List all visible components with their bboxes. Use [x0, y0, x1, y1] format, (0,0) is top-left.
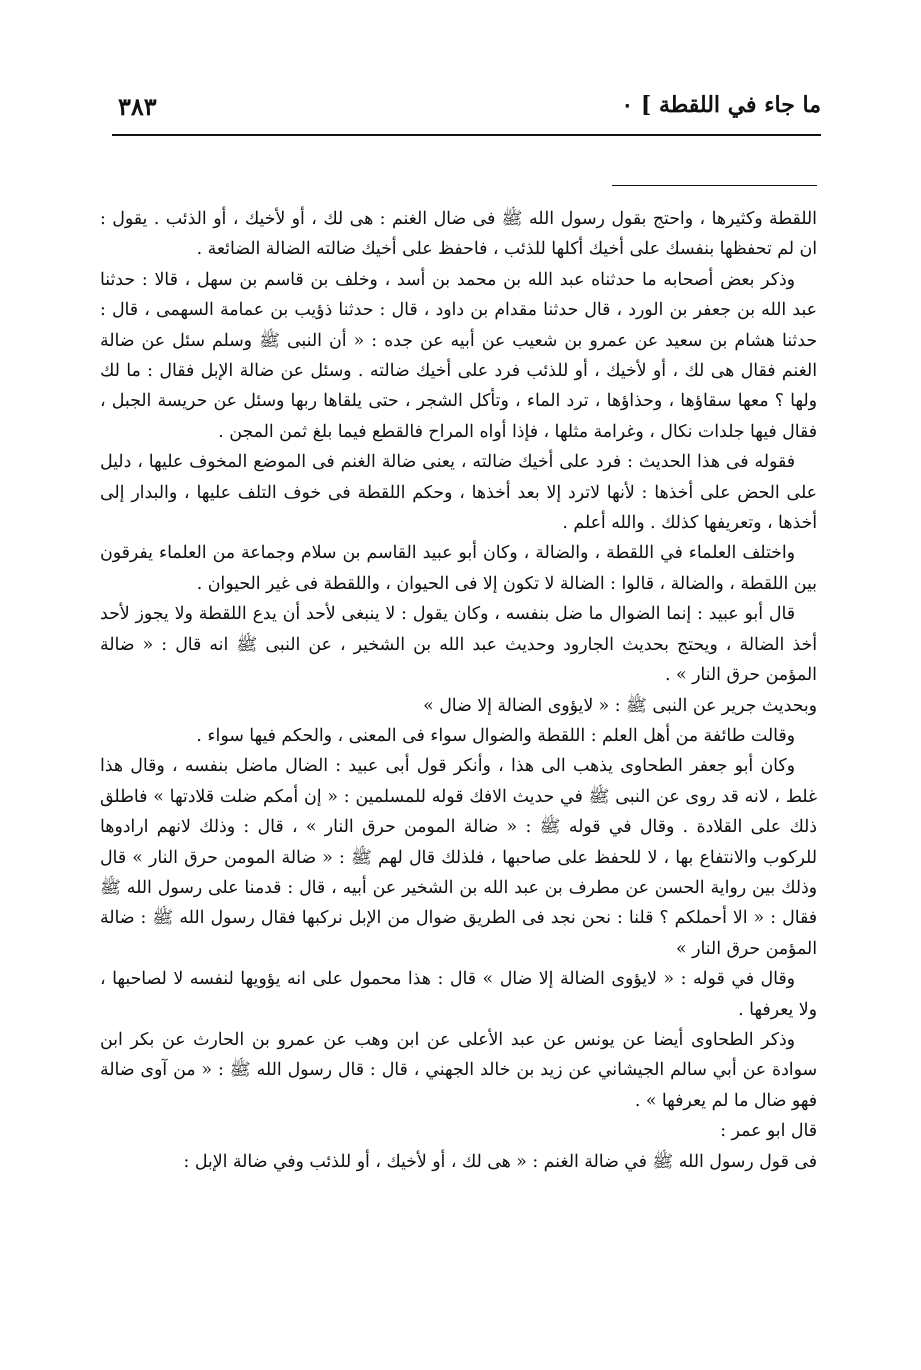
paragraph: وكان أبو جعفر الطحاوى يذهب الى هذا ، وأنكر قول أبى عبيد : الضال ماضل بنفسه ، وقال هذا غلط ، لانه قد روى عن النبى ﷺ في حديث الافك قوله للمسلمين : « إن أمكم ضلت قلادتها » فاطلق ذلك على القلادة . وقال في قوله ﷺ : « ضالة المومن حرق النار » ، قال : وذلك لانهم ارادوها للركوب والانتفاع بها ، لا للحفظ على صاحبها ، فلذلك قال لهم ﷺ : « ضالة المومن حرق النار » قال وذلك بين رواية الحسن عن مطرف بن عبد الله بن الشخير عن أبيه ، قال : قدمنا على رسول الله ﷺ فقال : « الا أحملكم ؟ قلنا : نحن نجد فى الطريق ضوال من الإبل نركبها فقال رسول الله ﷺ : ضالة المؤمن حرق النار »: [100, 756, 817, 959]
paragraph: وذكر الطحاوى أيضا عن يونس عن عبد الأعلى عن ابن وهب عن عمرو بن الحارث عن بكر ابن سوادة عن أبي سالم الجيشاني عن زيد بن خالد الجهني ، قال : قال رسول الله ﷺ : « من آوى ضالة فهو ضال ما لم يعرفها » .: [100, 1029, 817, 1111]
paragraph: وذكر بعض أصحابه ما حدثناه عبد الله بن محمد بن أسد ، وخلف بن قاسم بن سهل ، قالا : حدثنا عبد الله بن جعفر بن الورد ، قال حدثنا مقدام بن داود ، قال : حدثنا ذؤيب بن عمامة السهمى ، قال : حدثنا هشام بن سعيد عن عمرو بن شعيب عن أبيه عن جده : « أن النبى ﷺ وسلم سئل عن ضالة الغنم فقال هى لك ، أو لأخيك ، أو للذئب فرد على أخيك ضالته . وسئل عن ضالة الإبل فقال : ما لك ولها ؟ معها سقاؤها ، وحذاؤها ، ترد الماء ، وتأكل الشجر ، حتى يلقاها ربها وسئل عن حريسة الجبل ، فقال فيها جلدات نكال ، وغرامة مثلها ، فإذا أواه المراح فالقطع فيما بلغ ثمن المجن .: [100, 269, 817, 442]
paragraph: فقوله فى هذا الحديث : فرد على أخيك ضالته ، يعنى ضالة الغنم فى الموضع المخوف عليها ، دليل على الحض على أخذها : لأنها لاترد إلا بعد أخذها ، وحكم اللقطة فى خوف التلف عليها ، والبدار إلى أخذها ، وتعريفها كذلك . والله أعلم .: [100, 452, 817, 534]
body-text: [100, 204, 817, 1177]
paragraph: واختلف العلماء في اللقطة ، والضالة ، وكان أبو عبيد القاسم بن سلام وجماعة من العلماء يفرقون بين اللقطة ، والضالة ، قالوا : الضالة لا تكون إلا فى الحيوان ، واللقطة فى غير الحيوان .: [100, 543, 817, 594]
paragraph: اللقطة وكثيرها ، واحتج بقول رسول الله ﷺ فى ضال الغنم : هى لك ، أو لأخيك ، أو الذئب . يقول : ان لم تحفظها بنفسك على أخيك أكلها للذئب ، فاحفظ على أخيك ضالته الضالة الضائعة .: [100, 209, 817, 260]
paragraph: وقال في قوله : « لايؤوى الضالة إلا ضال » قال : هذا محمول على انه يؤويها لنفسه لا لصاحبها ، ولا يعرفها .: [100, 969, 817, 1020]
paragraph: فى قول رسول الله ﷺ في ضالة الغنم : « هى لك ، أو لأخيك ، أو للذئب وفي ضالة الإبل :: [183, 1151, 817, 1172]
section-divider: [612, 185, 817, 186]
paragraph: قال ابو عمر :: [720, 1121, 817, 1142]
paragraph: وقالت طائفة من أهل العلم : اللقطة والضوال سواء فى المعنى ، والحكم فيها سواء .: [196, 725, 795, 746]
paragraph: قال أبو عبيد : إنما الضوال ما ضل بنفسه ، وكان يقول : لا ينبغى لأحد أن يدع اللقطة ولا يجوز لأحد أخذ الضالة ، ويحتج بحديث الجارود وحديث عبد الله بن الشخير ، عن النبى ﷺ انه قال : « ضالة المؤمن حرق النار » .: [100, 604, 817, 686]
chapter-title: ما جاء في اللقطة ] ٠: [621, 92, 821, 118]
page-number: ٣٨٣: [118, 92, 157, 121]
running-header: [112, 92, 821, 132]
paragraph: وبحديث جرير عن النبى ﷺ : « لايؤوى الضالة إلا ضال »: [423, 695, 817, 716]
header-divider: [112, 134, 821, 136]
